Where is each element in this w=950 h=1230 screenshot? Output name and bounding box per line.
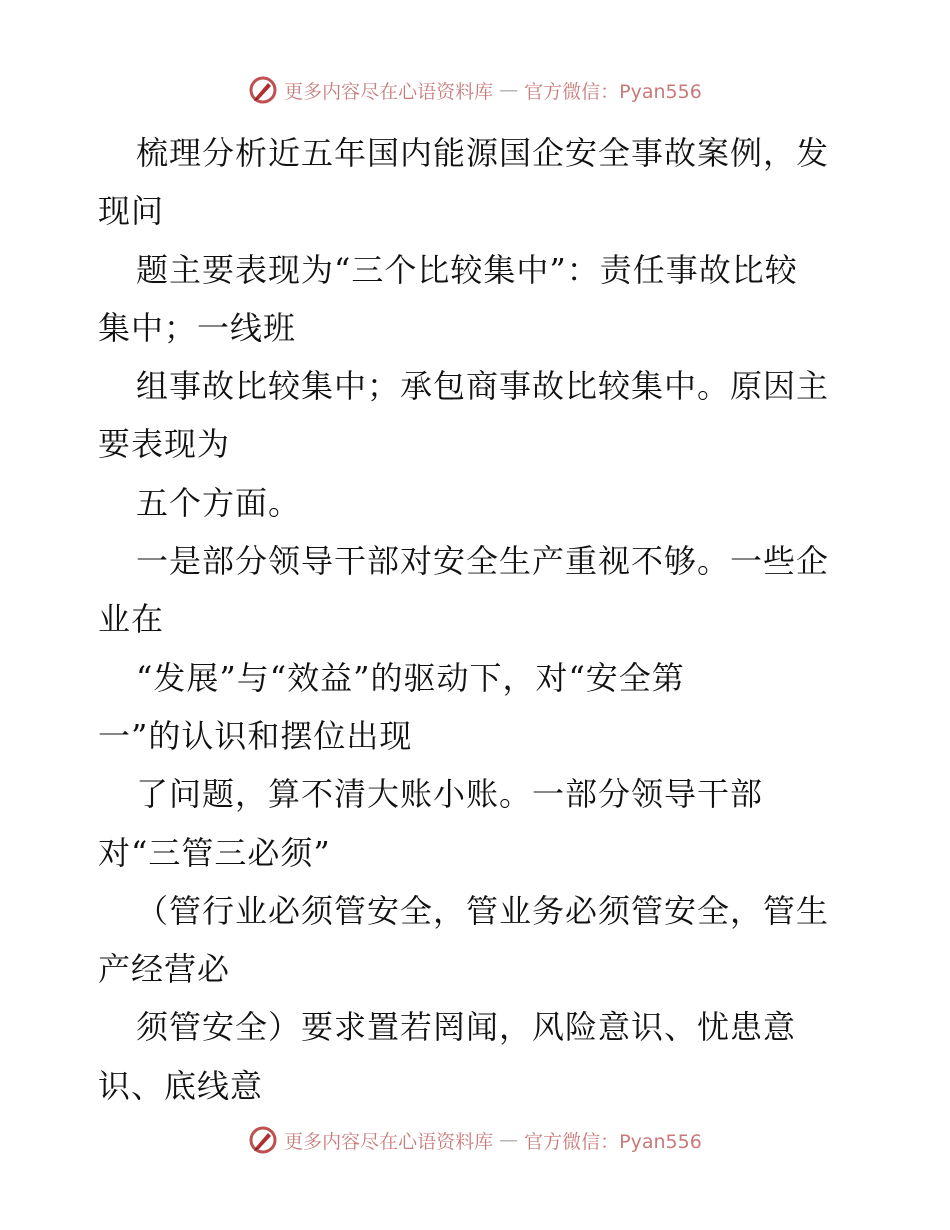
text-line: 对“三管三必须” bbox=[98, 833, 331, 872]
watermark-separator: — bbox=[499, 79, 519, 101]
header-watermark bbox=[0, 72, 950, 108]
watermark-main-text: 更多内容尽在心语资料库 bbox=[284, 80, 494, 103]
text-line: 集中；一线班 bbox=[98, 308, 297, 347]
text-line: 须管安全）要求置若罔闻，风险意识、忧患意 bbox=[136, 1008, 797, 1047]
pen-logo-icon bbox=[248, 75, 278, 105]
watermark-separator: — bbox=[499, 1129, 519, 1151]
text-line: 现问 bbox=[98, 192, 165, 231]
text-line: 组事故比较集中；承包商事故比较集中。原因主 bbox=[136, 367, 830, 406]
text-line: 一是部分领导干部对安全生产重视不够。一些企 bbox=[136, 542, 830, 581]
text-line: 要表现为 bbox=[98, 425, 231, 464]
text-line: 题主要表现为“三个比较集中”：责任事故比较 bbox=[136, 250, 798, 289]
document-body bbox=[98, 124, 858, 1115]
text-line: 业在 bbox=[98, 600, 165, 639]
text-line: 产经营必 bbox=[98, 950, 231, 989]
text-line: 梳理分析近五年国内能源国企安全事故案例，发 bbox=[136, 134, 830, 172]
footer-watermark bbox=[0, 1122, 950, 1158]
text-line: 识、底线意 bbox=[98, 1066, 264, 1105]
watermark-wechat-text: 官方微信：Pyan556 bbox=[524, 1130, 702, 1153]
text-line: “发展”与“效益”的驱动下，对“安全第 bbox=[136, 658, 685, 697]
text-line: 了问题，算不清大账小账。一部分领导干部 bbox=[136, 775, 764, 814]
text-line: 一”的认识和摆位出现 bbox=[98, 716, 413, 755]
pen-logo-icon bbox=[248, 1125, 278, 1155]
watermark-main-text: 更多内容尽在心语资料库 bbox=[284, 1130, 494, 1153]
watermark-wechat-text: 官方微信：Pyan556 bbox=[524, 80, 702, 103]
text-line: （管行业必须管安全，管业务必须管安全，管生 bbox=[136, 891, 830, 930]
text-line: 五个方面。 bbox=[136, 483, 302, 522]
